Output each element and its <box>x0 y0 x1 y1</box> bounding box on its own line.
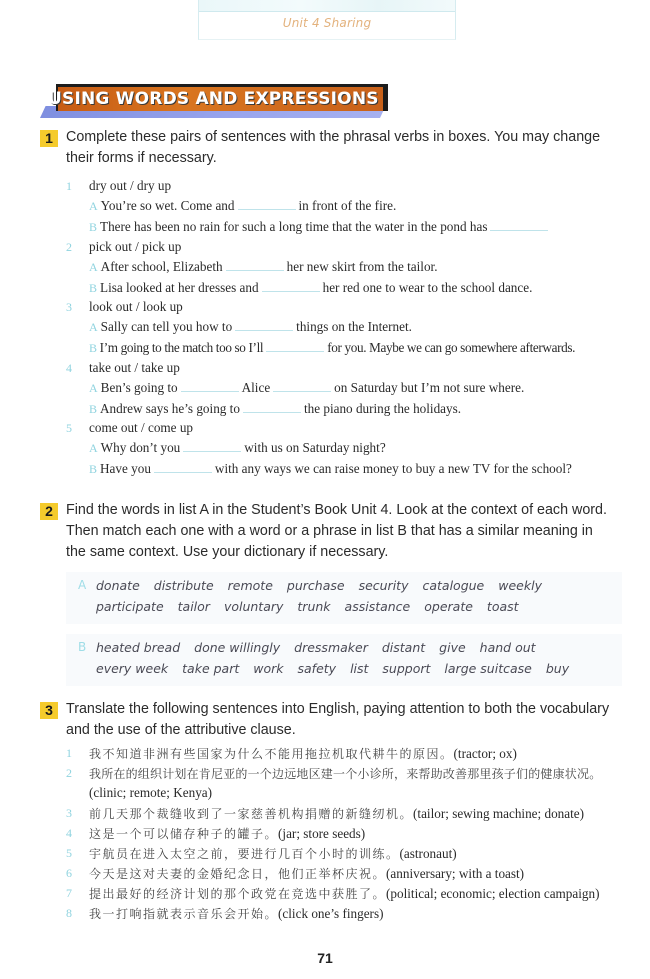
vocabulary-hint: (tailor; sewing machine; donate) <box>413 806 585 821</box>
answer-blank[interactable] <box>181 391 239 392</box>
chinese-sentence: 宇航员在进入太空之前，要进行几百个小时的训练。 <box>89 847 400 861</box>
item-number: 4 <box>66 361 72 375</box>
phrasal-verb-pair: come out / come up <box>89 420 194 435</box>
answer-blank[interactable] <box>238 209 296 210</box>
word-item: large suitcase <box>444 661 532 676</box>
exercise-instruction: Find the words in list A in the Student’s Book Unit 4. Look at the context of each word. Then match each one with a word or a phrase in list B that has a similar meaning in the same context. Use your dictionary if necessary. <box>66 502 607 560</box>
word-item: trunk <box>297 599 331 614</box>
exercise-number-badge: 3 <box>40 702 58 719</box>
chinese-sentence: 前几天那个裁缝收到了一家慈善机构捐赠的新缝纫机。 <box>89 807 414 821</box>
item-number: 3 <box>66 300 72 314</box>
word-item: distribute <box>153 578 214 593</box>
sentence-letter: A <box>89 320 98 335</box>
vocabulary-hint: (political; economic; election campaign) <box>386 886 600 901</box>
chinese-sentence: 我不知道非洲有些国家为什么不能用拖拉机取代耕牛的原因。 <box>89 747 454 761</box>
item-number: 1 <box>66 746 72 760</box>
word-item: work <box>253 661 284 676</box>
answer-blank[interactable] <box>183 451 241 452</box>
sentence-letter: A <box>89 199 98 214</box>
sentence-b: B Andrew says he’s going to the piano during the holidays. <box>89 400 462 416</box>
word-item: distant <box>381 640 426 655</box>
sentence-a: A Why don’t you with us on Saturday night? <box>89 440 386 456</box>
word-item: voluntary <box>223 599 284 614</box>
list-label: B <box>78 640 87 654</box>
word-item: hand out <box>479 640 536 655</box>
word-item: list <box>350 661 369 676</box>
answer-blank[interactable] <box>266 351 324 352</box>
translation-item <box>89 765 601 782</box>
word-row <box>96 599 533 614</box>
word-list-b <box>66 634 622 686</box>
list-label: A <box>78 578 87 592</box>
word-row <box>96 661 583 676</box>
item-number: 6 <box>66 866 72 880</box>
answer-blank[interactable] <box>243 412 301 413</box>
answer-blank[interactable] <box>273 391 331 392</box>
word-item: participate <box>96 599 164 614</box>
sentence-b: B Lisa looked at her dresses and her red one to wear to the school dance. <box>89 279 533 295</box>
sentence-b: B I’m going to the match too so I’ll for you. Maybe we can go somewhere afterwards. <box>89 339 576 355</box>
sentence-a: A After school, Elizabeth her new skirt from the tailor. <box>89 259 438 275</box>
phrasal-verb-pair: take out / take up <box>89 360 180 375</box>
vocabulary-hint: (click one’s fingers) <box>278 906 384 921</box>
item-number: 2 <box>66 240 72 254</box>
chinese-sentence: 我所在的组织计划在肯尼亚的一个边远地区建一个小诊所，来帮助改善那里孩子们的健康状况。 <box>89 767 602 781</box>
word-item: done willingly <box>194 640 281 655</box>
sentence-a: A You’re so wet. Come and in front of the fire. <box>89 198 397 214</box>
answer-blank[interactable] <box>235 330 293 331</box>
item-number: 7 <box>66 886 72 900</box>
exercise-instruction: Complete these pairs of sentences with the phrasal verbs in boxes. You may change their forms if necessary. <box>66 129 601 166</box>
sentence-a: A Sally can tell you how to things on the Internet. <box>89 319 412 335</box>
word-item: give <box>439 640 466 655</box>
word-item: weekly <box>498 578 542 593</box>
word-item: tailor <box>177 599 210 614</box>
item-number: 1 <box>66 179 72 193</box>
sentence-letter: B <box>89 340 97 355</box>
phrasal-verb-pair: look out / look up <box>89 299 183 314</box>
word-item: donate <box>96 578 140 593</box>
word-item: take part <box>182 661 240 676</box>
word-item: support <box>382 661 431 676</box>
word-row <box>96 640 550 655</box>
exercise-number-badge: 1 <box>40 130 58 147</box>
answer-blank[interactable] <box>262 291 320 292</box>
sentence-letter: B <box>89 401 98 416</box>
word-item: purchase <box>286 578 345 593</box>
page-number: 71 <box>317 950 333 966</box>
item-number: 3 <box>66 806 72 820</box>
section-banner <box>36 84 388 118</box>
item-number: 8 <box>66 906 72 920</box>
answer-blank[interactable] <box>226 270 284 271</box>
word-item: security <box>358 578 409 593</box>
word-item: toast <box>486 599 519 614</box>
vocabulary-hint: (tractor; ox) <box>453 746 517 761</box>
phrasal-verb-pair: pick out / pick up <box>89 239 182 254</box>
phrasal-verb-pair: dry out / dry up <box>89 178 172 193</box>
answer-blank[interactable] <box>154 472 212 473</box>
word-item: catalogue <box>422 578 485 593</box>
translation-item <box>89 905 383 922</box>
sentence-a: A Ben’s going to Alice on Saturday but I’m not sure where. <box>89 380 525 396</box>
exercise-number-badge: 2 <box>40 503 58 520</box>
item-number: 5 <box>66 421 72 435</box>
sentence-b: B Have you with any ways we can raise money to buy a new TV for the school? <box>89 460 572 476</box>
chinese-sentence: 我一打响指就表示音乐会开始。 <box>89 907 279 921</box>
word-item: remote <box>227 578 273 593</box>
vocabulary-hint: (jar; store seeds) <box>278 826 366 841</box>
word-list-a <box>66 572 622 624</box>
word-item: assistance <box>344 599 411 614</box>
exercise-instruction: Translate the following sentences into English, paying attention to both the vocabulary and the use of the attributive clause. <box>66 701 610 738</box>
word-item: dressmaker <box>294 640 368 655</box>
item-number: 5 <box>66 846 72 860</box>
header-decor-strip <box>199 0 455 12</box>
sentence-letter: A <box>89 381 98 396</box>
sentence-letter: B <box>89 280 98 295</box>
chinese-sentence: 这是一个可以储存种子的罐子。 <box>89 827 279 841</box>
word-row <box>96 578 556 593</box>
answer-blank[interactable] <box>490 230 548 231</box>
translation-item <box>89 885 600 902</box>
translation-item <box>89 865 524 882</box>
sentence-letter: B <box>89 461 98 476</box>
sentence-letter: A <box>89 260 98 275</box>
chinese-sentence: 提出最好的经济计划的那个政党在竞选中获胜了。 <box>89 887 387 901</box>
section-title: USING WORDS AND EXPRESSIONS <box>48 89 379 109</box>
word-item: buy <box>545 661 570 676</box>
translation-item <box>89 845 457 862</box>
vocabulary-hint: (astronaut) <box>399 846 457 861</box>
sentence-b: B There has been no rain for such a long time that the water in the pond has <box>89 219 551 235</box>
sentence-letter: A <box>89 441 98 456</box>
translation-item <box>89 825 365 842</box>
item-number: 4 <box>66 826 72 840</box>
unit-title: Unit 4 Sharing <box>282 16 372 30</box>
translation-item <box>89 745 517 762</box>
word-item: operate <box>424 599 473 614</box>
word-item: every week <box>96 661 169 676</box>
item-number: 2 <box>66 766 72 780</box>
vocabulary-hint: (clinic; remote; Kenya) <box>89 785 213 800</box>
word-item: safety <box>297 661 337 676</box>
word-item: heated bread <box>96 640 181 655</box>
sentence-letter: B <box>89 219 98 234</box>
vocabulary-hint: (anniversary; with a toast) <box>386 866 525 881</box>
running-header <box>198 0 456 40</box>
chinese-sentence: 今天是这对夫妻的金婚纪念日，他们正举杯庆祝。 <box>89 867 387 881</box>
translation-item <box>89 805 584 822</box>
